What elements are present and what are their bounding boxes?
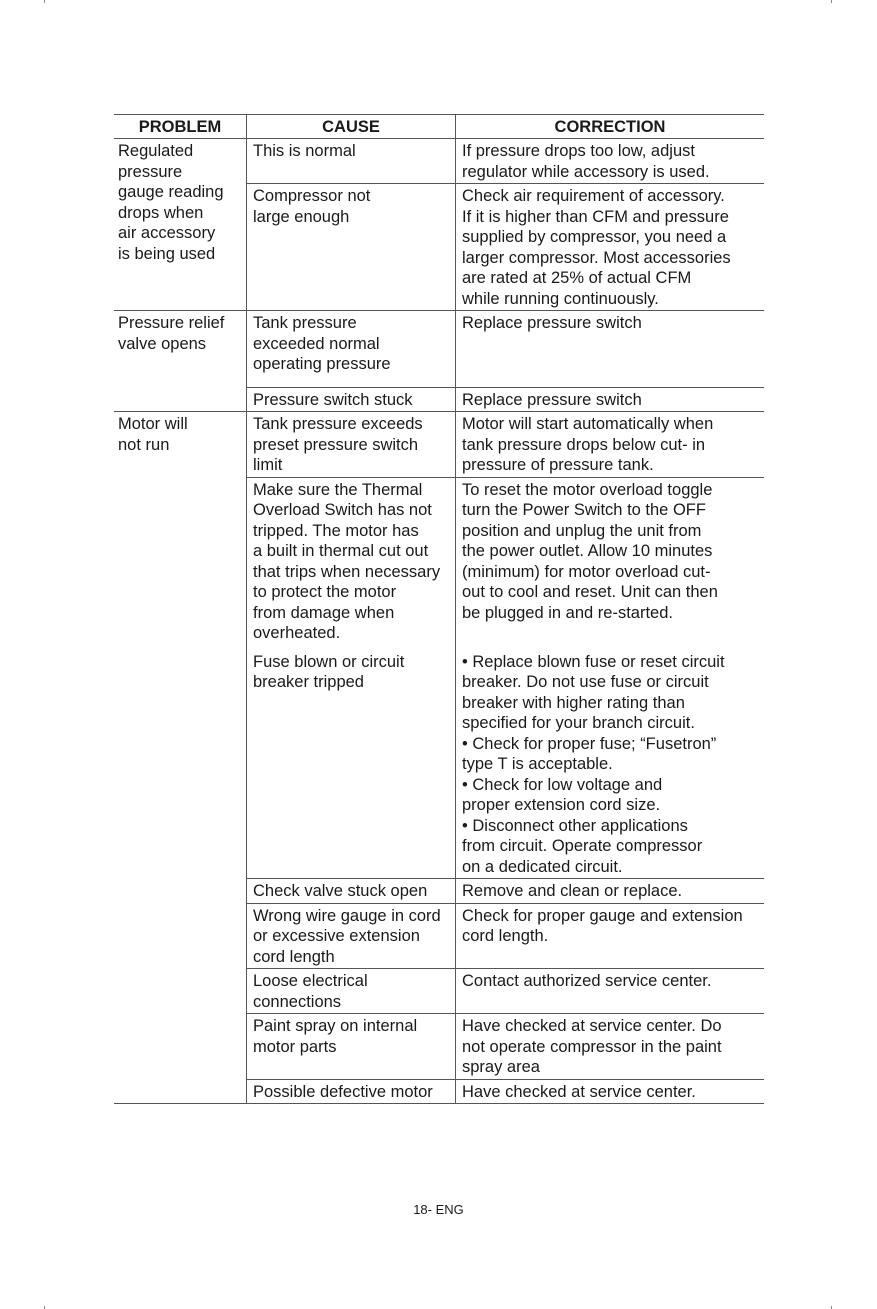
cause-cell: Check valve stuck open <box>246 879 455 904</box>
cause-cell: Pressure switch stuck <box>246 388 455 413</box>
page-number: 18- ENG <box>413 1202 464 1217</box>
cause-cell: Tank pressure exceeds preset pressure switch limit <box>246 412 455 478</box>
cause-cell: Fuse blown or circuit breaker tripped <box>246 645 455 880</box>
cause-cell: Paint spray on internal motor parts <box>246 1014 455 1080</box>
crop-mark <box>44 0 45 3</box>
correction-cell: Have checked at service center. Do not operate compressor in the paint spray area <box>455 1014 764 1080</box>
bullet-item: • Replace blown fuse or reset circuit breaker. Do not use fuse or circuit breaker with higher rating than specified for your branch circuit. <box>462 652 725 732</box>
header-problem: PROBLEM <box>114 115 246 139</box>
cause-cell: This is normal <box>246 139 455 184</box>
correction-cell: If pressure drops too low, adjust regulator while accessory is used. <box>455 139 764 184</box>
correction-cell <box>455 645 764 880</box>
cause-cell: Loose electrical connections <box>246 969 455 1014</box>
problem-regulated-pressure: Regulated pressure gauge reading drops when air accessory is being used <box>114 139 246 311</box>
troubleshooting-table <box>114 114 764 1104</box>
cause-cell: Possible defective motor <box>246 1080 455 1104</box>
correction-cell: Have checked at service center. <box>455 1080 764 1104</box>
cause-cell: Make sure the Thermal Overload Switch has not tripped. The motor has a built in thermal cut out that trips when necessary to protect the motor from damage when overheated. <box>246 478 455 645</box>
correction-cell: Replace pressure switch <box>455 311 764 388</box>
bullet-item: • Check for proper fuse; “Fusetron” type T is acceptable. <box>462 734 717 773</box>
header-cause: CAUSE <box>246 115 455 139</box>
problem-motor-will-not-run: Motor will not run <box>118 415 188 454</box>
problem-pressure-relief: Pressure relief valve opens <box>114 311 246 412</box>
correction-cell: Motor will start automatically when tank pressure drops below cut- in pressure of pressure tank. <box>455 412 764 478</box>
cause-cell: Wrong wire gauge in cord or excessive extension cord length <box>246 904 455 970</box>
bullet-item: • Check for low voltage and proper extension cord size. <box>462 775 663 814</box>
correction-cell: Check for proper gauge and extension cord length. <box>455 904 764 970</box>
correction-cell: To reset the motor overload toggle turn the Power Switch to the OFF position and unplug the unit from the power outlet. Allow 10 minutes (minimum) for motor overload cut- out to cool and reset. Unit can then be plugged in and re-started. <box>455 478 764 645</box>
bullet-item: • Disconnect other applications from circuit. Operate compressor on a dedicated circuit. <box>462 816 703 876</box>
cause-cell: Tank pressure exceeded normal operating pressure <box>246 311 455 388</box>
correction-cell: Remove and clean or replace. <box>455 879 764 904</box>
correction-cell: Replace pressure switch <box>455 388 764 413</box>
header-correction: CORRECTION <box>455 115 764 139</box>
correction-cell: Check air requirement of accessory. If it is higher than CFM and pressure supplied by compressor, you need a larger compressor. Most accessories are rated at 25% of actual CFM while running continuously. <box>455 184 764 311</box>
crop-mark <box>831 0 832 3</box>
cause-cell: Compressor not large enough <box>246 184 455 311</box>
correction-cell: Contact authorized service center. <box>455 969 764 1014</box>
